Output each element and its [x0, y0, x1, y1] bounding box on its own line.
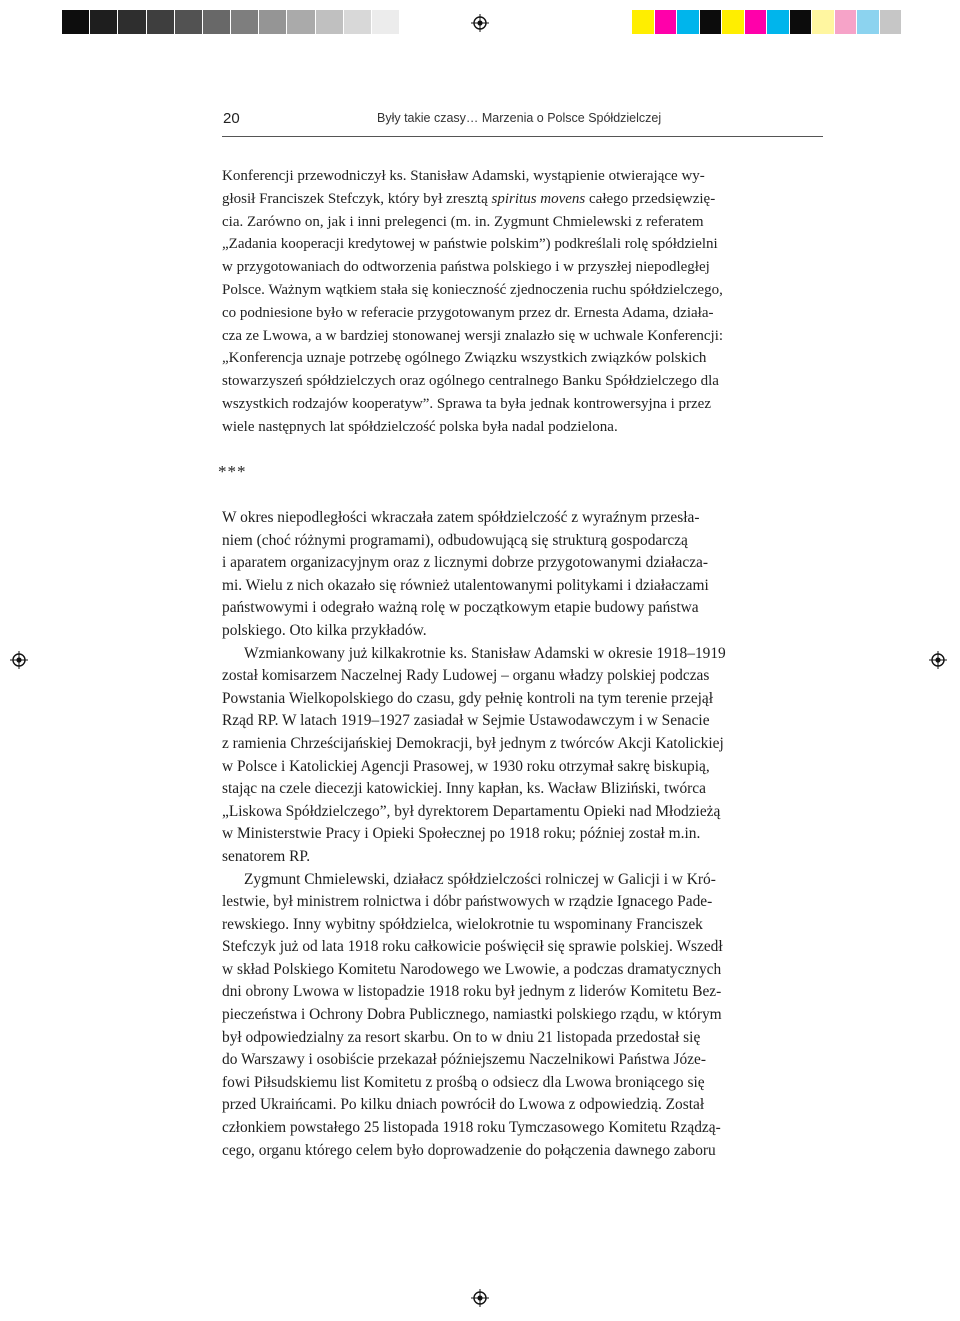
text-line: w skład Polskiego Komitetu Narodowego we Lwowie, a podczas dramatycznych	[222, 960, 722, 978]
text-line: „Liskowa Spółdzielczego”, był dyrektorem Departamentu Opieki nad Młodzieżą	[222, 802, 721, 820]
text-line: senatorem RP.	[222, 847, 311, 865]
paragraph	[222, 869, 823, 1163]
text-fragment: całego przedsięwzię-	[585, 190, 716, 207]
color-swatch	[722, 10, 745, 34]
color-swatch	[259, 10, 287, 34]
text-line: niem (choć różnymi programami), odbudowującą się strukturą gospodarczą	[222, 531, 688, 549]
text-line: cia. Zarówno on, jak i inni prelegenci (m. in. Zygmunt Chmielewski z referatem	[222, 213, 704, 230]
paragraph	[222, 165, 823, 439]
color-swatch	[62, 10, 90, 34]
body-text-section-1	[222, 165, 823, 439]
text-line: państwowymi i odegrało ważną rolę w początkowym etapie budowy państwa	[222, 599, 699, 617]
color-swatch	[90, 10, 118, 34]
text-line: Konferencji przewodniczył ks. Stanisław Adamski, wystąpienie otwierające wy-	[222, 168, 705, 184]
text-line: w Ministerstwie Pracy i Opieki Społecznej po 1918 roku; później został m.in.	[222, 825, 701, 843]
text-line: fowi Piłsudskiemu list Komitetu z prośbą o odsiecz dla Lwowa broniącego się	[222, 1073, 705, 1091]
color-swatch	[344, 10, 372, 34]
paragraph	[222, 507, 823, 643]
text-line: Stefczyk już od lata 1918 roku całkowicie poświęcił się sprawie polskiej. Wszedł	[222, 938, 723, 956]
text-line: Wzmiankowany już kilkakrotnie ks. Stanisław Adamski w okresie 1918–1919	[244, 644, 726, 662]
section-separator: ***	[218, 462, 247, 481]
registration-mark-icon	[471, 14, 489, 32]
grayscale-calibration-bar	[62, 10, 400, 34]
color-swatch	[147, 10, 175, 34]
text-line: został komisarzem Naczelnej Rady Ludowej – organu władzy polskiej podczas	[222, 667, 710, 685]
body-text-section-2	[222, 507, 823, 1162]
text-line: Polsce. Ważnym wątkiem stała się konieczność zjednoczenia ruchu spółdzielczego,	[222, 281, 723, 298]
color-swatch	[632, 10, 655, 34]
page-number: 20	[223, 110, 240, 127]
text-line: stowarzyszeń spółdzielczych oraz ogólnego centralnego Banku Spółdzielczego dla	[222, 373, 719, 390]
text-line: rewskiego. Inny wybitny spółdzielca, wielokrotnie tu wspominany Franciszek	[222, 915, 703, 933]
text-line: Zygmunt Chmielewski, działacz spółdzielczości rolniczej w Galicji i w Kró-	[244, 870, 716, 888]
text-line: do Warszawy i osobiście przekazał późniejszemu Naczelnikowi Państwa Józe-	[222, 1051, 706, 1069]
text-line: pieczeństwa i Ochrony Dobra Publicznego, namiastki polskiego rządu, w którym	[222, 1006, 722, 1024]
text-line: „Zadania kooperacji kredytowej w państwie polskim”) podkreślali rolę spółdzielni	[222, 236, 718, 253]
color-swatch	[231, 10, 259, 34]
text-line: „Konferencja uznaje potrzebę ogólnego Związku wszystkich związków polskich	[222, 350, 707, 367]
text-line: stając na czele diecezji katowickiej. Inny kapłan, ks. Wacław Bliziński, twórca	[222, 780, 706, 798]
color-swatch	[118, 10, 146, 34]
text-line: W okres niepodległości wkraczała zatem spółdzielczość z wyraźnym przesła-	[222, 509, 700, 526]
text-line: z ramienia Chrześcijańskiej Demokracji, był jednym z twórców Akcji Katolickiej	[222, 734, 724, 752]
text-line: w przygotowaniach do odtworzenia państwa polskiego i w przyszłej niepodległej	[222, 259, 710, 276]
text-line: cza ze Lwowa, a w bardziej stonowanej wersji znalazło się w uchwale Konferencji:	[222, 327, 724, 344]
color-swatch	[700, 10, 723, 34]
text-line: Powstania Wielkopolskiego do czasu, gdy pełnię kontroli na tym terenie przejął	[222, 689, 714, 707]
registration-mark-icon	[471, 1289, 489, 1307]
text-line: polskiego. Oto kilka przykładów.	[222, 621, 427, 639]
registration-mark-icon	[10, 651, 28, 669]
text-line: lestwie, był ministrem rolnictwa i dóbr państwowych w rządzie Ignacego Pade-	[222, 893, 713, 911]
color-swatch	[767, 10, 790, 34]
text-line: Rząd RP. W latach 1919–1927 zasiadał w Sejmie Ustawodawczym i w Senacie	[222, 712, 710, 730]
paragraph	[222, 643, 823, 869]
text-line: mi. Wielu z nich okazało się również utalentowanymi politykami i działaczami	[222, 576, 709, 594]
color-swatch	[812, 10, 835, 34]
text-line: i aparatem organizacyjnym oraz z licznymi dobrze przygotowanymi działacza-	[222, 554, 709, 572]
text-line: przed Ukraińcami. Po kilku dniach powrócił do Lwowa z odpowiedzią. Został	[222, 1096, 705, 1114]
color-swatch	[880, 10, 903, 34]
color-swatch	[655, 10, 678, 34]
color-swatch	[175, 10, 203, 34]
text-line: był odpowiedzialny za resort skarbu. On to w dniu 21 listopada przedostał się	[222, 1028, 701, 1046]
text-line: w Polsce i Katolickiej Agencji Prasowej, w 1930 roku otrzymał sakrę biskupią,	[222, 757, 710, 775]
text-line: cego, organu którego celem było doprowadzenie do połączenia dawnego zaboru	[222, 1141, 716, 1159]
color-swatch	[287, 10, 315, 34]
color-swatch	[372, 10, 400, 34]
color-swatch	[203, 10, 231, 34]
text-line: dni obrony Lwowa w listopadzie 1918 roku był jednym z liderów Komitetu Bez-	[222, 983, 722, 1001]
color-swatch	[745, 10, 768, 34]
text-line: członkiem powstałego 25 listopada 1918 roku Tymczasowego Komitetu Rządzą-	[222, 1119, 721, 1137]
text-line	[222, 188, 823, 211]
color-swatch	[835, 10, 858, 34]
running-head: Były takie czasy… Marzenia o Polsce Spółdzielczej	[377, 111, 662, 125]
color-swatch	[316, 10, 344, 34]
color-swatch	[857, 10, 880, 34]
text-line: co podniesione było w referacie przygotowanym przez dr. Ernesta Adama, działa-	[222, 304, 714, 321]
color-calibration-bar	[632, 10, 902, 34]
color-swatch	[790, 10, 813, 34]
registration-mark-icon	[929, 651, 947, 669]
color-swatch	[677, 10, 700, 34]
text-line: wszystkich rodzajów kooperatyw”. Sprawa ta była jednak kontrowersyjna i przez	[222, 395, 712, 412]
text-fragment: głosił Franciszek Stefczyk, który był zresztą	[222, 190, 492, 207]
header-rule	[222, 136, 823, 137]
text-line: wiele następnych lat spółdzielczość polska była nadal podzielona.	[222, 418, 618, 435]
italic-phrase: spiritus movens	[491, 190, 586, 207]
